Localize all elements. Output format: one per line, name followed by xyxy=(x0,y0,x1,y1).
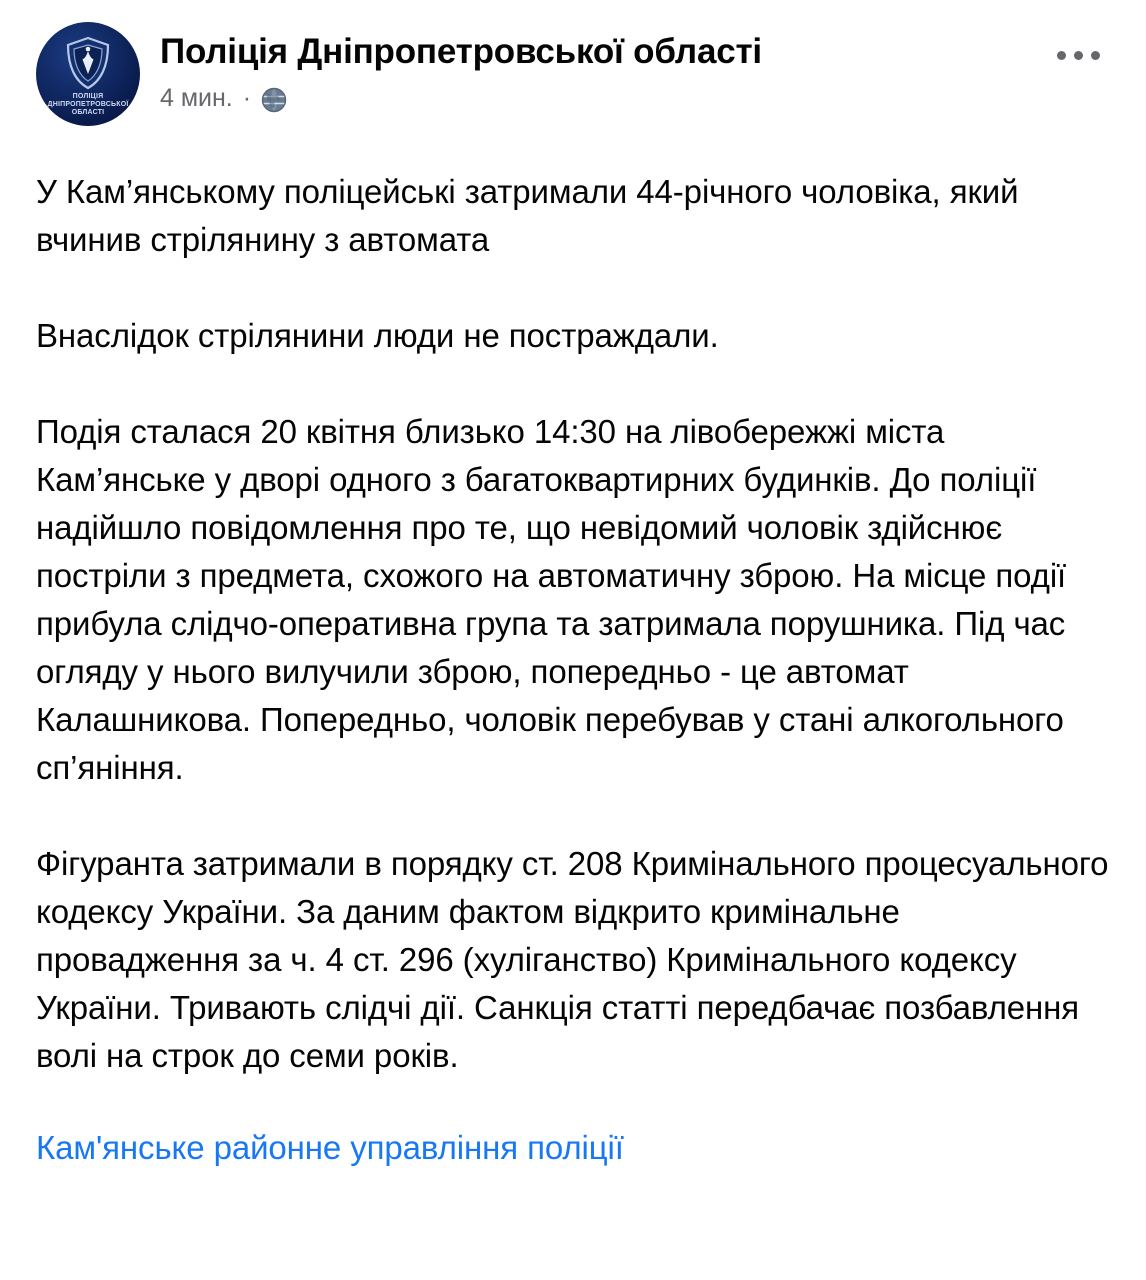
more-dot-3 xyxy=(1091,51,1100,60)
avatar-badge-line-2: ДНІПРОПЕТРОВСЬКОЇ xyxy=(47,101,129,108)
more-options-button[interactable] xyxy=(1046,36,1110,74)
meta-separator: · xyxy=(242,84,252,112)
post-header xyxy=(36,22,1110,134)
timestamp[interactable]: 4 мин. xyxy=(160,84,233,112)
post-paragraph-2: Внаслідок стрілянини люди не постраждали. xyxy=(36,317,719,354)
post-paragraph-3: Подія сталася 20 квітня близько 14:30 на лівобережжі міста Кам’янське у дворі одного з багатоквартирних будинків. До поліції надійшло повідомлення про те, що невідомий чоловік здійснює постріли з предмета, схожого на автоматичну зброю. На місце події прибула слідчо-оперативна група та затримала порушника. Під час огляду у нього вилучили зброю, попередньо - це автомат Калашникова. Попередньо, чоловік перебував у стані алкогольного сп’яніння. xyxy=(36,413,1067,786)
avatar-badge-text xyxy=(36,93,140,117)
post-meta xyxy=(160,84,1110,112)
police-shield-icon xyxy=(65,36,111,90)
post-hashtag-link[interactable]: Кам'янське районне управління поліції xyxy=(36,1129,624,1166)
more-dot-1 xyxy=(1057,51,1066,60)
globe-icon[interactable] xyxy=(261,87,287,113)
avatar-badge-line-1: ПОЛІЦІЯ xyxy=(72,93,104,100)
avatar[interactable] xyxy=(36,22,140,126)
more-dot-2 xyxy=(1074,51,1083,60)
post-paragraph-4: Фігуранта затримали в порядку ст. 208 Кримінального процесуального кодексу України. За даним фактом відкрито кримінальне провадження за ч. 4 ст. 296 (хуліганство) Кримінального кодексу України. Тривають слідчі дії. Санкція статті передбачає позбавлення волі на строк до семи років. xyxy=(36,845,1109,1074)
page-title[interactable]: Поліція Дніпропетровської області xyxy=(160,32,762,71)
avatar-badge-line-3: ОБЛАСТІ xyxy=(71,109,105,116)
post-paragraph-1: У Кам’янському поліцейські затримали 44-річного чоловіка, який вчинив стрілянину з автомата xyxy=(36,173,1019,258)
post-header-text xyxy=(160,22,1110,112)
post-text xyxy=(36,168,1110,1188)
